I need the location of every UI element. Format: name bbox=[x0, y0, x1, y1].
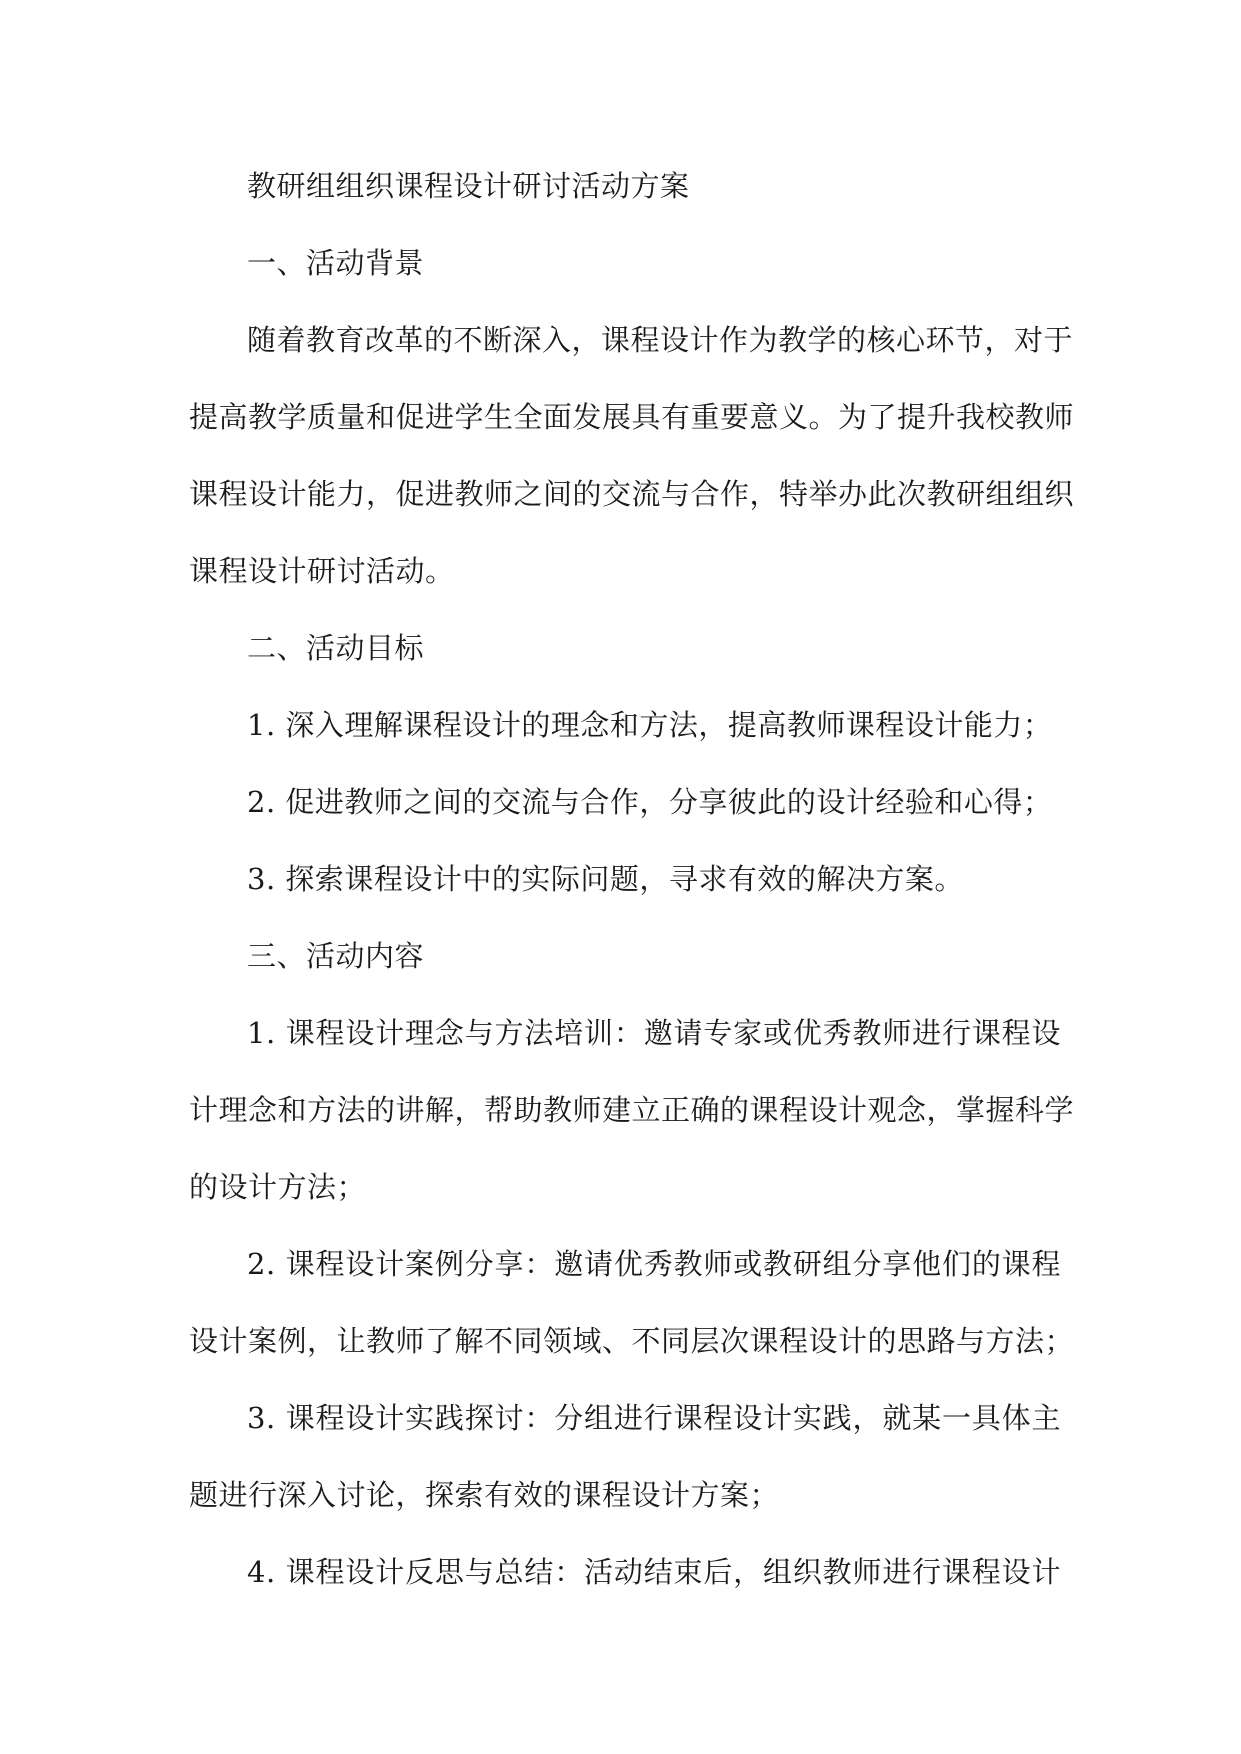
goal-item: 3. 探索课程设计中的实际问题，寻求有效的解决方案。 bbox=[247, 862, 964, 896]
paragraph-line: 提高教学质量和促进学生全面发展具有重要意义。为了提升我校教师 bbox=[189, 400, 1075, 434]
content-item-4 bbox=[189, 1534, 1061, 1611]
goal-item: 2. 促进教师之间的交流与合作，分享彼此的设计经验和心得； bbox=[247, 785, 1053, 819]
paragraph-line: 计理念和方法的讲解，帮助教师建立正确的课程设计观念，掌握科学 bbox=[189, 1093, 1075, 1127]
paragraph-line: 3. 课程设计实践探讨：分组进行课程设计实践，就某一具体主 bbox=[247, 1401, 1061, 1435]
section-heading-goals: 二、活动目标 bbox=[247, 631, 425, 665]
section-heading-content: 三、活动内容 bbox=[247, 939, 425, 973]
paragraph-line: 2. 课程设计案例分享：邀请优秀教师或教研组分享他们的课程 bbox=[247, 1247, 1061, 1281]
goals-list bbox=[189, 687, 1061, 918]
paragraph-line: 设计案例，让教师了解不同领域、不同层次课程设计的思路与方法； bbox=[189, 1324, 1075, 1358]
paragraph-line: 的设计方法； bbox=[189, 1170, 367, 1204]
paragraph-line: 1. 课程设计理念与方法培训：邀请专家或优秀教师进行课程设 bbox=[247, 1016, 1061, 1050]
content-item-2 bbox=[189, 1226, 1075, 1380]
paragraph-line: 课程设计研讨活动。 bbox=[189, 554, 455, 588]
paragraph-line: 课程设计能力，促进教师之间的交流与合作，特举办此次教研组组织 bbox=[189, 477, 1075, 511]
content-item-3 bbox=[189, 1380, 1061, 1534]
document-body bbox=[189, 148, 1075, 1611]
content-item-1 bbox=[189, 995, 1075, 1226]
background-paragraph bbox=[189, 302, 1075, 610]
section-heading-background: 一、活动背景 bbox=[247, 246, 425, 280]
paragraph-line: 随着教育改革的不断深入，课程设计作为教学的核心环节，对于 bbox=[247, 323, 1074, 357]
paragraph-line: 题进行深入讨论，探索有效的课程设计方案； bbox=[189, 1478, 780, 1512]
goal-item: 1. 深入理解课程设计的理念和方法，提高教师课程设计能力； bbox=[247, 708, 1053, 742]
document-title: 教研组组织课程设计研讨活动方案 bbox=[247, 169, 690, 203]
paragraph-line: 4. 课程设计反思与总结：活动结束后，组织教师进行课程设计 bbox=[247, 1555, 1061, 1589]
